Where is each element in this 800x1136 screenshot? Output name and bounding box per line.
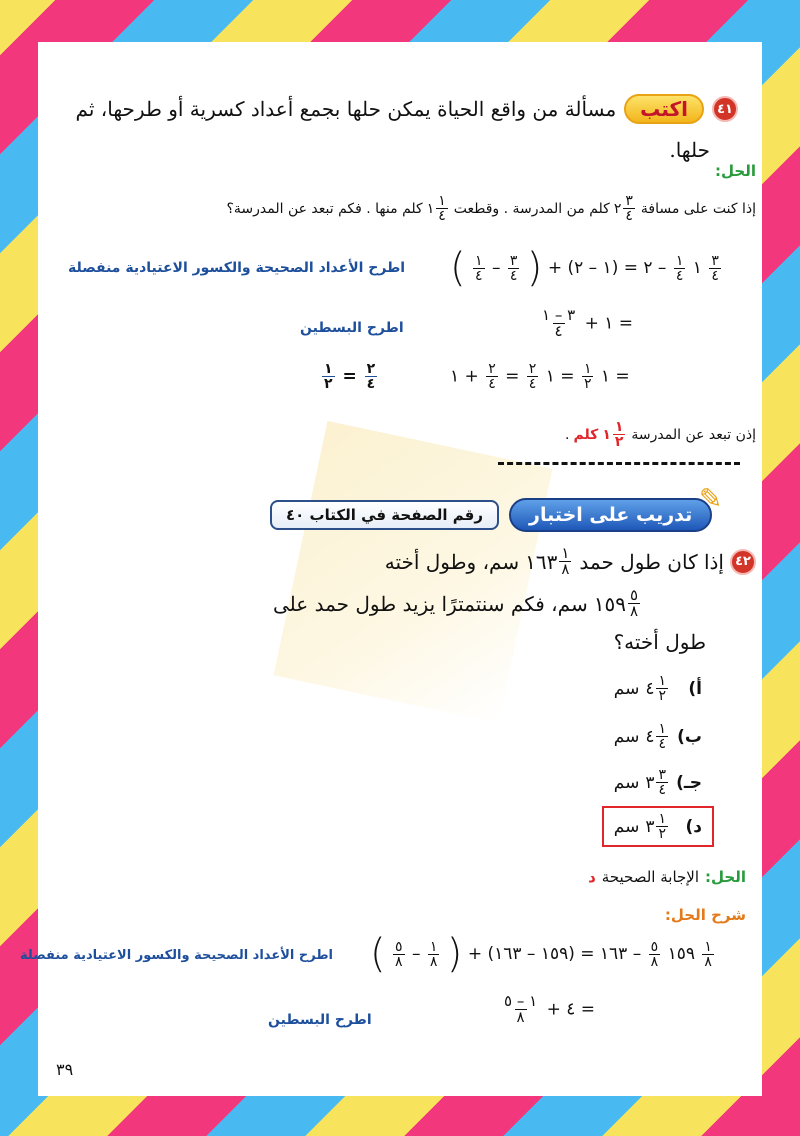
q41-equation-2: $\frac{٣ - ١}{٤}$ + ١ = [542, 306, 634, 340]
question-number-badge: ٤٢ [730, 549, 756, 575]
fraction [656, 674, 668, 703]
denominator: ٢ [324, 376, 333, 392]
conclusion-value [602, 420, 627, 449]
denominator: ٨ [629, 602, 638, 620]
fraction [628, 588, 640, 619]
whole-part: ٣ [645, 816, 655, 837]
denominator: ٨ [561, 560, 570, 578]
mixed-number-sister [594, 588, 642, 619]
mixed-number-hamad [525, 546, 573, 577]
whole-part: ٣ [645, 772, 655, 793]
q41-text-line2: حلها. [669, 138, 710, 162]
test-practice-banner [270, 482, 723, 532]
q42-equation-2: $\frac{١ - ٥}{٨}$ + ٤ = [504, 992, 596, 1026]
denominator: ٤ [366, 376, 376, 392]
option-a[interactable] [614, 674, 702, 703]
q41-equation-1: ( $\frac{١}{٤}$ – $\frac{٣}{٤}$ ) + (١ – ٢) = ١ $\frac{١}{٤}$ – ٢ $\frac{٣}{٤}$ [450, 245, 719, 291]
option-label: ب) [677, 726, 702, 747]
fraction [613, 420, 626, 449]
mixed-number-2 [427, 194, 450, 223]
q41-text-line1: مسألة من واقع الحياة يمكن حلها بجمع أعداد كسرية أو طرحها، ثم [75, 97, 617, 121]
q41-solution-label: الحل: [715, 162, 756, 180]
fraction [436, 194, 448, 223]
numerator: ١ [658, 721, 666, 737]
q41-header [76, 94, 738, 124]
numerator: ٢ [366, 361, 376, 377]
numerator: ٣ [658, 767, 666, 783]
denominator: ٢ [658, 688, 666, 704]
problem-text-2: كلم من المدرسة . وقطعت [453, 200, 610, 217]
numerator: ٥ [629, 586, 638, 604]
q42-solution [588, 868, 746, 886]
numerator: ١ [561, 544, 570, 562]
option-label: أ) [688, 678, 702, 699]
option-value [645, 812, 670, 841]
q42-text-2: سم، وطول أخته [384, 549, 520, 574]
whole-part: ٤ [645, 726, 655, 747]
write-tag: اكتب [624, 94, 704, 124]
fraction [656, 812, 668, 841]
q42-equation-1: ( $\frac{٥}{٨}$ – $\frac{١}{٨}$ ) + (١٥٩ – ١٦٣) = ١٥٩ $\frac{٥}{٨}$ – ١٦٣ $\frac{١}{٨}$ [370, 931, 712, 977]
numerator: ١ [614, 419, 624, 435]
q42-step1-note: اطرح الأعداد الصحيحة والكسور الاعتيادية منفصلة [20, 948, 334, 963]
option-unit: سم [613, 678, 640, 699]
fraction [656, 722, 668, 751]
answer-letter: د [588, 868, 596, 886]
book-page-reference: رقم الصفحة في الكتاب ٤٠ [270, 500, 499, 530]
denominator: ٤ [625, 208, 633, 224]
pencil-icon: ✎ [698, 482, 723, 515]
fraction [559, 546, 571, 577]
numerator: ٣ [625, 193, 633, 209]
option-value [645, 722, 670, 751]
option-unit: سم [613, 726, 640, 747]
fraction [623, 194, 635, 223]
q42-step2-note: اطرح البسطين [268, 1012, 372, 1028]
option-unit: سم [613, 772, 640, 793]
denominator: ٢ [658, 826, 666, 842]
page [20, 42, 762, 1096]
q42-text-3: سم، فكم سنتمترًا يزيد طول حمد على [273, 591, 588, 616]
option-value [645, 674, 670, 703]
mixed-number-1 [614, 194, 637, 223]
numerator: ١ [658, 673, 666, 689]
test-practice-title: تدريب على اختبار [509, 498, 712, 532]
problem-text-3: كلم منها . فكم تبعد عن المدرسة؟ [226, 200, 423, 217]
numerator: ١ [658, 811, 666, 827]
q42-solution-label: الحل: [705, 868, 746, 886]
q41-conclusion [565, 420, 756, 449]
denominator: ٤ [438, 208, 446, 224]
whole-part: ١٥٩ [593, 591, 626, 616]
section-divider [498, 462, 740, 465]
conclusion-unit: كلم [573, 426, 599, 443]
denominator: ٤ [658, 782, 666, 798]
conclusion-text: إذن تبعد عن المدرسة [631, 426, 756, 443]
page-number: ٣٩ [56, 1060, 74, 1079]
numerator: ١ [324, 361, 333, 377]
option-unit: سم [613, 816, 640, 837]
option-value [645, 768, 670, 797]
fraction [656, 768, 668, 797]
q42-line2 [273, 588, 642, 619]
q42-line3: طول أخته؟ [613, 630, 706, 654]
q42-line1 [385, 546, 756, 577]
whole-part: ١٦٣ [525, 549, 558, 574]
whole-part: ١ [602, 426, 611, 443]
problem-text-1: إذا كنت على مسافة [640, 200, 756, 217]
denominator: ٤ [658, 736, 666, 752]
option-d-correct[interactable] [602, 806, 714, 847]
option-label: جـ) [676, 772, 702, 793]
q41-problem [226, 194, 756, 223]
q41-step2-note: اطرح البسطين [300, 320, 404, 336]
q42-text-1: إذا كان طول حمد [579, 549, 724, 574]
conclusion-end: . [565, 426, 570, 443]
numerator: ١ [438, 193, 446, 209]
answer-text: الإجابة الصحيحة [601, 868, 700, 886]
q41-step3-note: $\frac{١}{٢}$ = $\frac{٢}{٤}$ [324, 361, 376, 392]
q41-equation-3: ١ $\frac{١}{٢}$ = ١ $\frac{٢}{٤}$ = $\frac{٢}{٤}$ + ١ = [450, 361, 630, 392]
q41-step1-note: اطرح الأعداد الصحيحة والكسور الاعتيادية منفصلة [68, 260, 406, 276]
option-c[interactable] [614, 768, 702, 797]
option-label: د) [685, 816, 702, 837]
whole-part: ٢ [613, 200, 622, 217]
whole-part: ١ [426, 200, 435, 217]
question-number-badge: ٤١ [712, 96, 738, 122]
explanation-label: شرح الحل: [664, 906, 746, 924]
whole-part: ٤ [645, 678, 655, 699]
option-b[interactable] [614, 722, 702, 751]
denominator: ٢ [614, 434, 624, 450]
